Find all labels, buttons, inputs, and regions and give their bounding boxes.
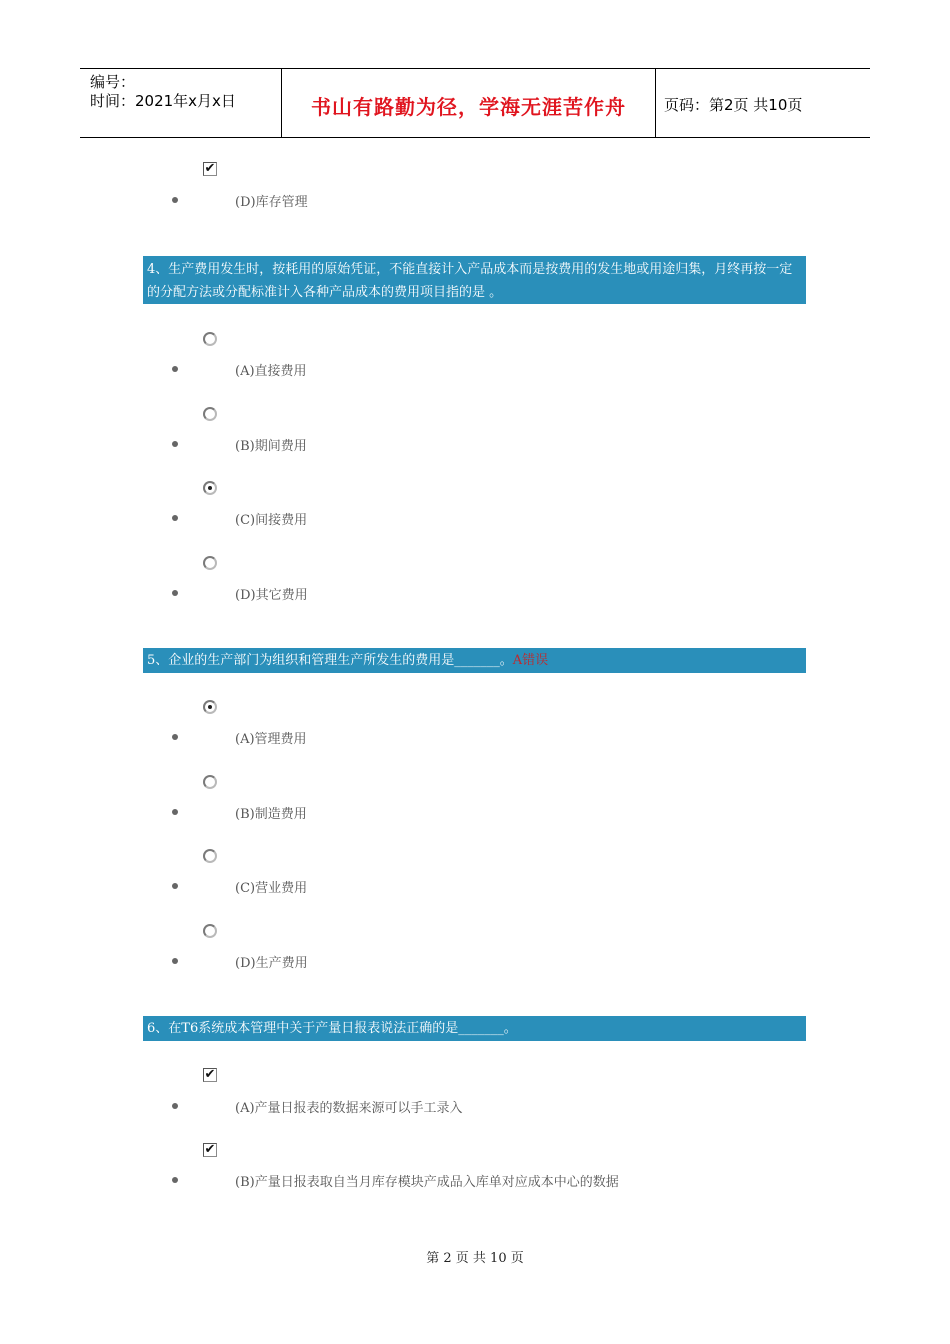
bullet-icon	[172, 883, 178, 889]
bullet-icon	[172, 1177, 178, 1183]
q5-option-b-radio[interactable]	[203, 775, 217, 789]
q5-option-b-label: (B)制造费用	[235, 807, 307, 822]
bullet-icon	[172, 197, 178, 203]
q5-option-a-label: (A)管理费用	[235, 732, 307, 747]
checkmark-icon: ✔	[204, 1142, 216, 1157]
bullet-icon	[172, 734, 178, 740]
question-6-text: 6、在T6系统成本管理中关于产量日报表说法正确的是_______。	[147, 1021, 517, 1036]
q6-option-b-label: (B)产量日报表取自当月库存模块产成品入库单对应成本中心的数据	[235, 1175, 619, 1190]
question-5-text: 5、企业的生产部门为组织和管理生产所发生的费用是_______。	[147, 653, 513, 668]
q4-option-b-radio[interactable]	[203, 407, 217, 421]
q3-option-d-checkbox[interactable]	[203, 162, 217, 176]
bullet-icon	[172, 366, 178, 372]
q3-option-d-label: (D)库存管理	[235, 195, 308, 210]
q5-option-d-label: (D)生产费用	[235, 956, 308, 971]
q4-option-d-radio[interactable]	[203, 556, 217, 570]
checkmark-icon: ✔	[204, 1067, 216, 1082]
radio-selected-dot-icon	[208, 705, 212, 709]
q6-option-a-label: (A)产量日报表的数据来源可以手工录入	[235, 1101, 463, 1116]
question-6-bar	[143, 1016, 806, 1041]
bullet-icon	[172, 809, 178, 815]
motto-text: 书山有路勤为径，学海无涯苦作舟	[311, 95, 626, 119]
radio-selected-dot-icon	[208, 486, 212, 490]
page-footer: 第 2 页 共 10 页	[426, 1251, 524, 1266]
bullet-icon	[172, 441, 178, 447]
q4-option-c-label: (C)间接费用	[235, 513, 308, 528]
page-number-label: 页码：第2页 共10页	[664, 96, 803, 114]
q5-option-a-radio[interactable]	[203, 700, 217, 714]
q6-option-b-checkbox[interactable]	[203, 1143, 217, 1157]
checkmark-icon: ✔	[204, 161, 216, 176]
q5-option-c-label: (C)营业费用	[235, 881, 308, 896]
number-label: 编号：	[90, 73, 136, 91]
q5-option-d-radio[interactable]	[203, 924, 217, 938]
q4-option-c-radio[interactable]	[203, 481, 217, 495]
answer-result-label: A错误	[512, 653, 549, 668]
header-meta	[80, 69, 281, 137]
q5-option-c-radio[interactable]	[203, 849, 217, 863]
question-4-bar	[143, 256, 806, 304]
q6-option-a-checkbox[interactable]	[203, 1068, 217, 1082]
bullet-icon	[172, 515, 178, 521]
q4-option-b-label: (B)期间费用	[235, 439, 307, 454]
q4-option-d-label: (D)其它费用	[235, 588, 308, 603]
question-4-text: 4、生产费用发生时，按耗用的原始凭证，不能直接计入产品成本而是按费用的发生地或用途归集，月终再按一定的分配方法或分配标准计入各种产品成本的费用项目指的是 。	[147, 262, 793, 300]
header-motto-cell	[281, 69, 656, 137]
bullet-icon	[172, 958, 178, 964]
bullet-icon	[172, 1103, 178, 1109]
bullet-icon	[172, 590, 178, 596]
page-header	[80, 68, 870, 138]
time-label: 时间：2021年x月x日	[90, 92, 236, 110]
question-5-bar	[143, 648, 806, 673]
header-page-cell	[655, 69, 870, 137]
q4-option-a-label: (A)直接费用	[235, 364, 307, 379]
q4-option-a-radio[interactable]	[203, 332, 217, 346]
